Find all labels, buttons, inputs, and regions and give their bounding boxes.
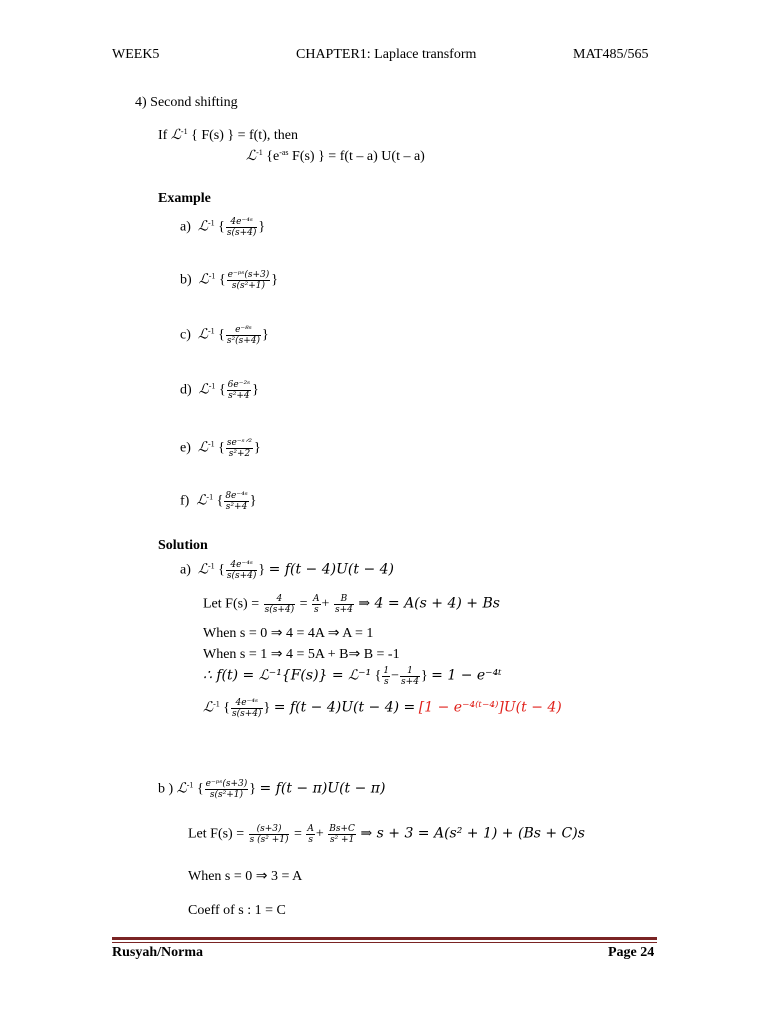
solution-b-when-1: When s = 0 ⇒ 3 = A bbox=[188, 869, 303, 884]
solution-a-therefore: ∴ f(t) = ℒ⁻¹{F(s)} = ℒ⁻¹ { $\frac{1}{s}$ − $\frac{1}{s+4}$ } = 1 − e⁻⁴ᵗ bbox=[203, 666, 502, 687]
solution-b-let: Let F(s) = $\frac{(s+3)}{\text{s (s² +1)}}$ = $\frac{A}{s}$ + $\frac{Bs+C}{\text{s² +1}}$ ⇒ s + 3 = A(s² + 1) + (Bs + C)s bbox=[188, 824, 585, 845]
example-item: e) ℒ$^{-1}$ { $\frac{\text{se⁻ˢᐟ²}}{\text{s²+2}}$ } bbox=[180, 438, 261, 459]
example-heading: Example bbox=[158, 191, 211, 206]
theorem-line-2: ℒ$^{-1}$ {$e^{-as}$ F(s) } = f(t – a) U(t – a) bbox=[246, 148, 425, 164]
header-week: WEEK5 bbox=[112, 47, 160, 62]
solution-a-final: ℒ$^{-1}$ { $\frac{\text{4e⁻⁴ˢ}}{s(s+4)}$ } = f(t − 4)U(t − 4) = [1 − e⁻⁴⁽ᵗ⁻⁴⁾]U(t − 4) bbox=[203, 698, 562, 719]
footer-page: Page 24 bbox=[608, 945, 655, 960]
example-item: b) ℒ$^{-1}$ { $\frac{\text{e⁻ᵖˢ(s+3)}}{\text{s(s²+1)}}$ } bbox=[180, 270, 279, 291]
solution-a-let: Let F(s) = $\frac{4}{s(s+4)}$ = $\frac{A}{s}$ + $\frac{B}{s+4}$ ⇒ 4 = A(s + 4) + Bs bbox=[203, 594, 500, 615]
example-item: a) ℒ$^{-1}$ { $\frac{\text{4e⁻⁴ˢ}}{s(s+4)}$ } bbox=[180, 217, 266, 238]
solution-a-when-1: When s = 0 ⇒ 4 = 4A ⇒ A = 1 bbox=[203, 626, 374, 641]
solution-a-answer: [1 − e⁻⁴⁽ᵗ⁻⁴⁾]U(t − 4) bbox=[418, 699, 562, 716]
header-course: MAT485/565 bbox=[573, 47, 649, 62]
footer-authors: Rusyah/Norma bbox=[112, 945, 204, 960]
example-item: c) ℒ$^{-1}$ { $\frac{\text{e⁻⁸ˢ}}{\text{s²(s+4)}}$ } bbox=[180, 325, 269, 346]
solution-b-line-1: b ) ℒ$^{-1}$ { $\frac{\text{e⁻ᵖˢ(s+3)}}{\text{s(s²+1)}}$ } = f(t − π)U(t − π) bbox=[158, 779, 386, 800]
solution-b-coeff: Coeff of s : 1 = C bbox=[188, 903, 286, 918]
footer-rule-thin bbox=[112, 942, 657, 943]
header-chapter: CHAPTER1: Laplace transform bbox=[296, 47, 477, 62]
example-item: f) ℒ$^{-1}$ { $\frac{\text{8e⁻⁴ˢ}}{\text{s²+4}}$ } bbox=[180, 491, 257, 512]
footer-rule-thick bbox=[112, 937, 657, 940]
example-item: d) ℒ$^{-1}$ { $\frac{\text{6e⁻²ˢ}}{\text{s²+4}}$ } bbox=[180, 380, 259, 401]
solution-a-line-1: a) ℒ$^{-1}$ { $\frac{\text{4e⁻⁴ˢ}}{s(s+4)}$ } = f(t − 4)U(t − 4) bbox=[180, 560, 394, 581]
solution-a-when-2: When s = 1 ⇒ 4 = 5A + B⇒ B = -1 bbox=[203, 647, 400, 662]
solution-heading: Solution bbox=[158, 538, 208, 553]
theorem-line-1: If ℒ$^{-1}$ { F(s) } = f(t), then bbox=[158, 127, 298, 143]
section-title: 4) Second shifting bbox=[135, 95, 238, 110]
